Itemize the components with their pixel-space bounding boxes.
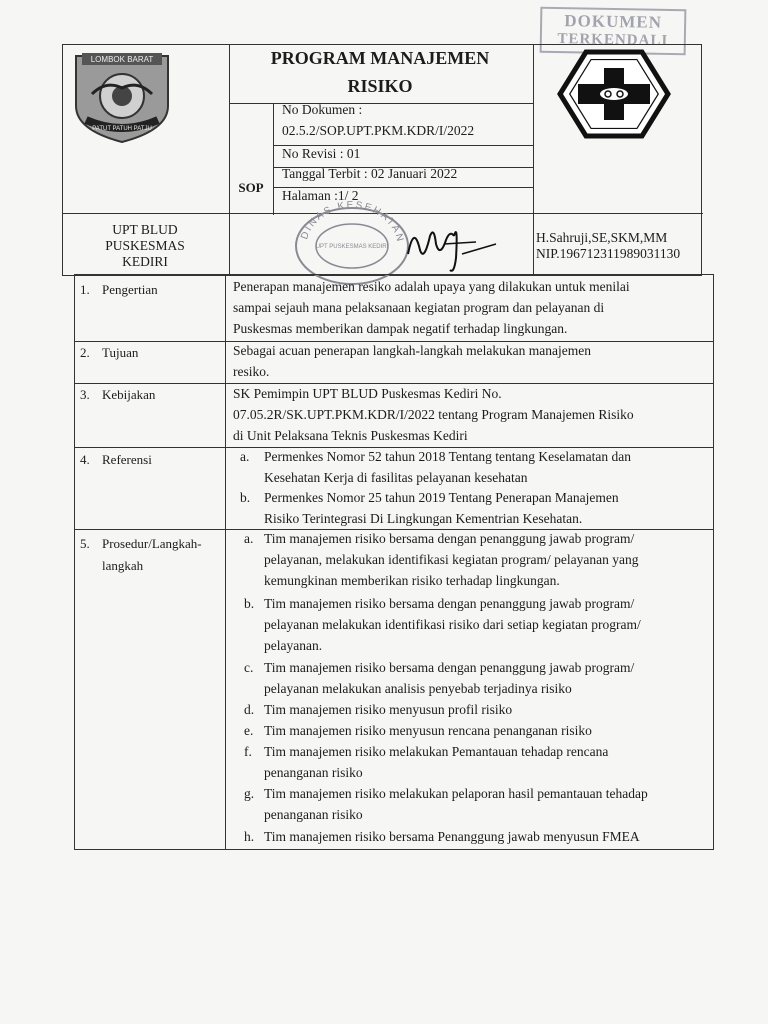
document-title: [230, 44, 530, 100]
title-line-2: RISIKO: [347, 76, 413, 96]
section-label-kebijakan: [80, 385, 155, 405]
section-label-tujuan: [80, 343, 138, 363]
organization-name: [62, 222, 228, 270]
list-marker: g.: [244, 786, 255, 801]
section-label-text: Referensi: [102, 452, 152, 467]
text-line: sampai sejauh mana pelaksanaan kegiatan program dan pelayanan di: [233, 300, 605, 315]
signatory-nip: NIP.196712311989031130: [536, 246, 681, 261]
list-item: [244, 593, 706, 657]
section-label-text: Prosedur/Langkah-: [102, 536, 202, 551]
svg-text:UPT PUSKESMAS KEDIRI: UPT PUSKESMAS KEDIRI: [315, 244, 389, 250]
puskesmas-cross-icon: [556, 48, 672, 140]
regional-logo: [70, 50, 174, 146]
list-item: [244, 699, 706, 720]
svg-text:PATUT PATUH PATJU: PATUT PATUH PATJU: [92, 126, 152, 132]
list-marker: f.: [244, 744, 252, 759]
stamp-line-2: TERKENDALI: [557, 31, 669, 49]
text-line: pelayanan.: [264, 638, 323, 653]
text-line: resiko.: [233, 364, 270, 379]
list-item: [244, 528, 706, 592]
no-dokumen-label: No Dokumen :: [282, 102, 363, 117]
section-label-text: Kebijakan: [102, 387, 156, 402]
section-label-text-cont: langkah: [102, 558, 144, 573]
list-item: [244, 657, 706, 699]
section-text-pengertian: [233, 276, 707, 339]
section-label-text: Tujuan: [102, 345, 139, 360]
org-line-1: UPT BLUD: [112, 222, 178, 237]
section-label-referensi: [80, 450, 152, 470]
seal-stamp-icon: [286, 196, 418, 286]
list-marker: c.: [244, 660, 254, 675]
text-line: Sebagai acuan penerapan langkah-langkah melakukan manajemen: [233, 343, 591, 358]
section-number: 3.: [80, 387, 90, 402]
tanggal-terbit: Tanggal Terbit : 02 Januari 2022: [282, 166, 458, 181]
text-line: kemungkinan memberikan risiko terhadap lingkungan.: [264, 573, 560, 588]
list-item: [244, 826, 706, 847]
section-label-pengertian: [80, 280, 158, 300]
section-number: 1.: [80, 282, 90, 297]
text-line: Tim manajemen risiko melakukan pelaporan hasil pemantauan tehadap: [264, 786, 648, 801]
section-number: 4.: [80, 452, 90, 467]
section-label-prosedur: [80, 533, 202, 577]
section-label-text: Pengertian: [102, 282, 158, 297]
section-text-tujuan: [233, 340, 707, 382]
text-line: pelayanan melakukan analisis penyebab terjadinya risiko: [264, 681, 572, 696]
list-item: [244, 783, 706, 825]
no-revisi: No Revisi : 01: [282, 146, 361, 161]
title-line-1: PROGRAM MANAJEMEN: [270, 48, 490, 68]
list-item: [240, 487, 706, 529]
official-seal: [286, 196, 418, 286]
text-line: Tim manajemen risiko melakukan Pemantauan tehadap rencana: [264, 744, 609, 759]
signatory: [536, 230, 680, 262]
text-line: pelayanan melakukan identifikasi risiko dari setiap kegiatan program/: [264, 617, 641, 632]
list-marker: b.: [240, 490, 251, 505]
signature: [400, 214, 500, 278]
list-marker: a.: [244, 531, 254, 546]
text-line: di Unit Pelaksana Teknis Puskesmas Kediri: [233, 428, 468, 443]
section-number: 2.: [80, 345, 90, 360]
shield-emblem-icon: [70, 50, 174, 146]
section-number: 5.: [80, 536, 90, 551]
list-item: [244, 741, 706, 783]
handwritten-signature-icon: [400, 214, 500, 278]
text-line: Puskesmas memberikan dampak negatif terhadap lingkungan.: [233, 321, 568, 336]
sop-label: SOP: [238, 180, 264, 195]
text-line: Risiko Terintegrasi Di Lingkungan Kementrian Kesehatan.: [264, 511, 583, 526]
text-line: Penerapan manajemen resiko adalah upaya yang dilakukan untuk menilai: [233, 279, 630, 294]
halaman: Halaman :1/ 2: [282, 188, 359, 203]
text-line: Permenkes Nomor 52 tahun 2018 Tentang tentang Keselamatan dan: [264, 449, 631, 464]
org-line-2: PUSKESMAS: [105, 238, 185, 253]
text-line: penanganan risiko: [264, 765, 363, 780]
text-line: Permenkes Nomor 25 tahun 2019 Tentang Penerapan Manajemen: [264, 490, 619, 505]
text-line: penanganan risiko: [264, 807, 363, 822]
text-line: SK Pemimpin UPT BLUD Puskesmas Kediri No.: [233, 386, 502, 401]
text-line: Tim manajemen risiko bersama dengan penanggung jawab program/: [264, 596, 635, 611]
svg-text:LOMBOK BARAT: LOMBOK BARAT: [90, 55, 154, 64]
text-line: Tim manajemen risiko bersama dengan penanggung jawab program/: [264, 660, 635, 675]
puskesmas-logo: [556, 48, 672, 140]
svg-text:DINAS KESEHATAN: DINAS KESEHATAN: [299, 199, 406, 245]
text-line: 07.05.2R/SK.UPT.PKM.KDR/I/2022 tentang Program Manajemen Risiko: [233, 407, 634, 422]
signatory-name: H.Sahruji,SE,SKM,MM: [536, 230, 668, 245]
list-item: [244, 720, 706, 741]
text-line: Tim manajemen risiko bersama dengan penanggung jawab program/: [264, 531, 635, 546]
no-dokumen-value: 02.5.2/SOP.UPT.PKM.KDR/I/2022: [282, 123, 475, 138]
stamp-line-1: DOKUMEN: [564, 11, 663, 32]
list-item: [240, 446, 706, 488]
section-text-kebijakan: [233, 383, 707, 446]
text-line: Tim manajemen risiko menyusun profil risiko: [264, 702, 513, 717]
list-marker: e.: [244, 723, 254, 738]
text-line: Tim manajemen risiko bersama Penanggung jawab menyusun FMEA: [264, 829, 640, 844]
list-marker: d.: [244, 702, 255, 717]
list-marker: b.: [244, 596, 255, 611]
list-marker: h.: [244, 829, 255, 844]
text-line: pelayanan, melakukan identifikasi kegiatan program/ pelayanan yang: [264, 552, 639, 567]
list-marker: a.: [240, 449, 250, 464]
text-line: Kesehatan Kerja di fasilitas pelayanan kesehatan: [264, 470, 528, 485]
text-line: Tim manajemen risiko menyusun rencana penanganan risiko: [264, 723, 592, 738]
org-line-3: KEDIRI: [122, 254, 168, 269]
